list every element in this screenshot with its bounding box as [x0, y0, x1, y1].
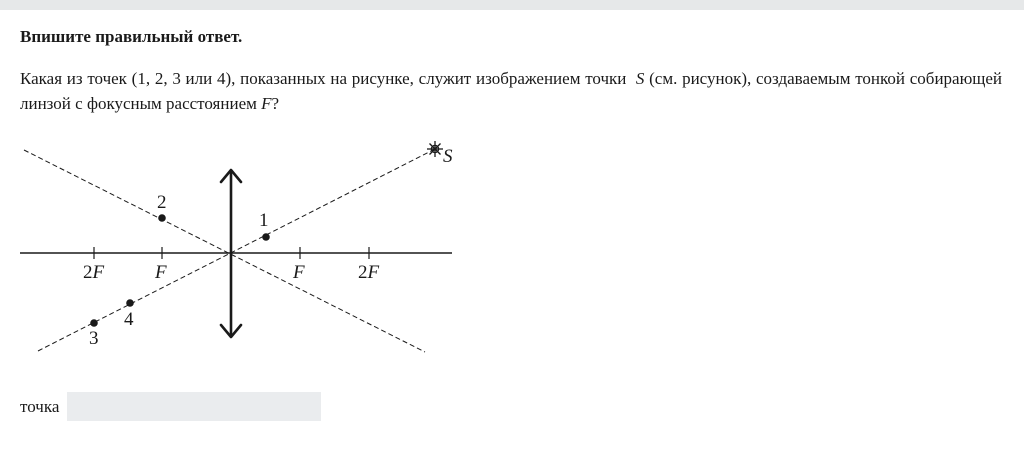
ray-secondary [24, 150, 425, 352]
question-part-2: (см. рисунок), создаваемым тонкой собирающей линзой с фокусным расстоянием [20, 69, 1003, 113]
source-label: S [443, 146, 453, 167]
axis-label-left-2f: 2F [83, 262, 105, 283]
question-source-symbol: S [635, 69, 645, 88]
axis-label-left-f: F [155, 262, 167, 283]
point-2-marker [158, 214, 166, 222]
question-focal-symbol: F [261, 94, 272, 113]
point-1-marker [262, 233, 270, 241]
point-4-label: 4 [124, 309, 134, 330]
lens-diagram [0, 130, 480, 360]
answer-input[interactable] [67, 392, 321, 421]
point-1-label: 1 [259, 210, 269, 231]
point-3-marker [90, 319, 98, 327]
light-source-icon [427, 141, 443, 157]
point-2-label: 2 [157, 192, 167, 213]
point-4-marker [126, 299, 134, 307]
axis-label-right-f: F [293, 262, 305, 283]
question-text [20, 66, 1002, 116]
instruction-heading: Впишите правильный ответ. [20, 27, 243, 46]
top-bar [0, 0, 1024, 10]
answer-label: точка [20, 397, 60, 416]
question-part-3: ? [271, 94, 280, 113]
axis-label-right-2f: 2F [358, 262, 380, 283]
question-part-1: Какая из точек (1, 2, 3 или 4), показанных на рисунке, служит изображением точки [20, 69, 627, 88]
point-3-label: 3 [89, 328, 99, 349]
